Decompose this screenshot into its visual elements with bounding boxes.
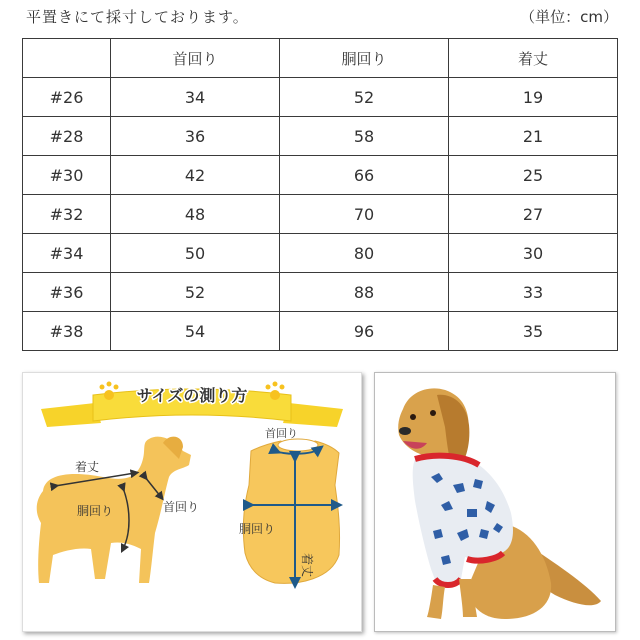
table-header-chest: 胴回り: [280, 39, 449, 78]
length-value: 21: [449, 117, 618, 156]
length-value: 35: [449, 312, 618, 351]
neck-value: 54: [111, 312, 280, 351]
chest-value: 80: [280, 234, 449, 273]
size-label: #36: [23, 273, 111, 312]
table-row: [23, 117, 618, 156]
table-row: [23, 156, 618, 195]
table-row: [23, 234, 618, 273]
table-header-corner: [23, 39, 111, 78]
unit-label: （単位：cm）: [520, 8, 618, 26]
size-label: #26: [23, 78, 111, 117]
neck-value: 50: [111, 234, 280, 273]
chest-value: 66: [280, 156, 449, 195]
size-label: #28: [23, 117, 111, 156]
neck-value: 52: [111, 273, 280, 312]
dog-neck-label: 首回り: [163, 500, 200, 514]
table-row: [23, 273, 618, 312]
banner-title: サイズの測り方: [136, 386, 248, 405]
measurement-guide-illustration: [23, 373, 361, 631]
neck-value: 34: [111, 78, 280, 117]
chest-value: 96: [280, 312, 449, 351]
chest-value: 88: [280, 273, 449, 312]
length-value: 19: [449, 78, 618, 117]
length-value: 25: [449, 156, 618, 195]
table-header-length: 着丈: [449, 39, 618, 78]
dog-chest-label: 胴回り: [77, 504, 114, 518]
size-label: #32: [23, 195, 111, 234]
neck-value: 42: [111, 156, 280, 195]
table-row: [23, 195, 618, 234]
table-header-neck: 首回り: [111, 39, 280, 78]
dog-wearing-shirt-image: [375, 373, 615, 631]
length-value: 30: [449, 234, 618, 273]
garment-shape: [243, 439, 339, 583]
size-table: [22, 38, 618, 351]
chest-value: 70: [280, 195, 449, 234]
neck-value: 36: [111, 117, 280, 156]
table-header-row: [23, 39, 618, 78]
garment-chest-label: 胴回り: [239, 522, 276, 536]
length-value: 27: [449, 195, 618, 234]
table-row: [23, 78, 618, 117]
length-value: 33: [449, 273, 618, 312]
product-photo: [374, 372, 616, 632]
size-label: #34: [23, 234, 111, 273]
chest-value: 52: [280, 78, 449, 117]
banner-ribbon: [41, 382, 343, 428]
measurement-guide: [22, 372, 362, 632]
neck-value: 48: [111, 195, 280, 234]
chest-value: 58: [280, 117, 449, 156]
dog-length-label: 着丈: [75, 460, 100, 474]
garment-length-label: 着丈: [300, 553, 314, 578]
table-row: [23, 312, 618, 351]
size-label: #38: [23, 312, 111, 351]
size-label: #30: [23, 156, 111, 195]
measurement-note: 平置きにて採寸しております。: [26, 8, 249, 26]
garment-neck-label: 首回り: [265, 427, 298, 440]
